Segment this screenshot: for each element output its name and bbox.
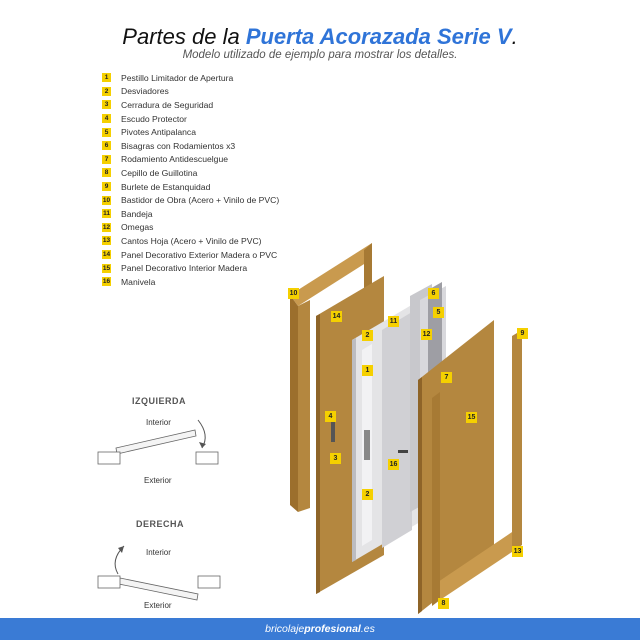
legend-number-badge: 14 <box>102 251 111 259</box>
izquierda-title: IZQUIERDA <box>132 396 186 406</box>
handle-interior-illustration <box>398 450 408 453</box>
page-title: Partes de la Puerta Acorazada Serie V. <box>122 24 518 49</box>
marker-15: 15 <box>467 414 476 421</box>
legend-label: Burlete de Estanquidad <box>121 181 211 192</box>
marker-8: 8 <box>438 598 449 609</box>
legend-number-badge: 13 <box>102 237 111 245</box>
legend-number-badge: 16 <box>102 278 111 286</box>
footer-brand: bricolaje profesional .es <box>0 618 640 640</box>
izquierda-exterior-label: Exterior <box>144 476 172 485</box>
derecha-exterior-label: Exterior <box>144 601 172 610</box>
legend-number-badge: 6 <box>102 141 111 150</box>
legend-label: Omegas <box>121 222 154 233</box>
handle-exterior-illustration <box>331 420 335 442</box>
marker-5: 5 <box>433 307 444 318</box>
legend-label: Manivela <box>121 276 156 287</box>
marker-16: 16 <box>389 461 398 468</box>
derecha-interior-label: Interior <box>146 548 171 557</box>
marker-2a: 2 <box>362 330 373 341</box>
legend-label: Panel Decorativo Interior Madera <box>121 263 248 274</box>
legend-label: Desviadores <box>121 86 169 97</box>
marker-12: 12 <box>422 331 431 338</box>
legend-number-badge: 1 <box>102 73 111 82</box>
izquierda-interior-label: Interior <box>146 418 171 427</box>
legend-label: Pestillo Limitador de Apertura <box>121 72 234 83</box>
marker-2b: 2 <box>362 489 373 500</box>
marker-3: 3 <box>330 453 341 464</box>
marker-6: 6 <box>428 288 439 299</box>
legend-number-badge: 7 <box>102 155 111 164</box>
legend-number-badge: 4 <box>102 114 111 123</box>
legend-number-badge: 12 <box>102 223 111 231</box>
page-subtitle: Modelo utilizado de ejemplo para mostrar los detalles. <box>182 49 458 61</box>
marker-13: 13 <box>513 548 522 555</box>
legend-number-badge: 8 <box>102 168 111 177</box>
legend-label: Rodamiento Antidescuelgue <box>121 154 229 165</box>
marker-9: 9 <box>517 328 528 339</box>
legend-label: Bisagras con Rodamientos x3 <box>121 140 236 151</box>
derecha-title: DERECHA <box>136 519 185 529</box>
legend-label: Panel Decorativo Exterior Madera o PVC <box>121 249 278 260</box>
legend-label: Cantos Hoja (Acero + Vinilo de PVC) <box>121 235 262 246</box>
legend-number-badge: 15 <box>102 264 111 272</box>
marker-14: 14 <box>332 313 341 320</box>
legend-label: Bandeja <box>121 208 153 219</box>
legend-number-badge: 10 <box>102 196 111 204</box>
legend-number-badge: 9 <box>102 182 111 191</box>
legend-label: Cepillo de Guillotina <box>121 167 198 178</box>
legend-number-badge: 11 <box>103 210 110 218</box>
legend-label: Pivotes Antipalanca <box>121 127 197 138</box>
marker-11: 11 <box>389 318 398 325</box>
legend-label: Cerradura de Seguridad <box>121 99 214 110</box>
marker-4: 4 <box>325 411 336 422</box>
marker-1: 1 <box>362 365 373 376</box>
legend-label: Bastidor de Obra (Acero + Vinilo de PVC) <box>121 195 280 206</box>
legend-number-badge: 5 <box>102 128 111 137</box>
legend-number-badge: 3 <box>102 100 111 109</box>
marker-10: 10 <box>289 290 298 297</box>
legend-number-badge: 2 <box>102 87 111 96</box>
legend-label: Escudo Protector <box>121 113 187 124</box>
marker-7: 7 <box>441 372 452 383</box>
